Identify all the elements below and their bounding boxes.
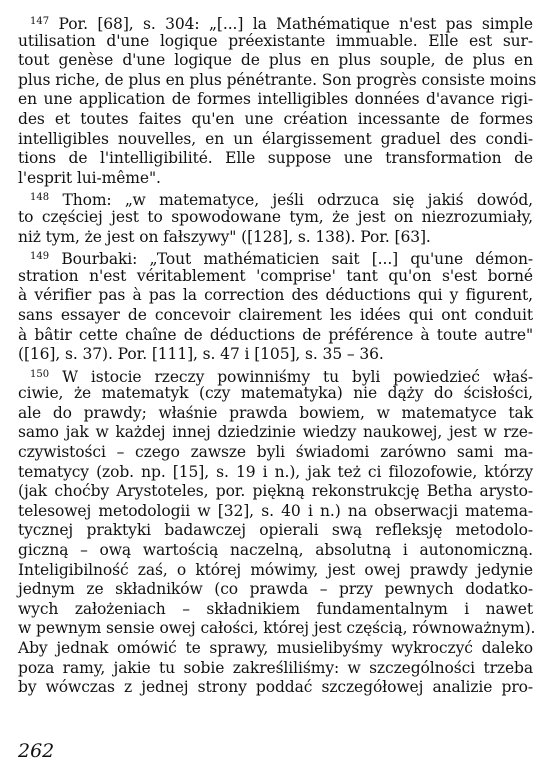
text-line: telesowej metodologii w [32], s. 40 i n.) na obserwacji matema-: [18, 501, 533, 520]
text-line: $^{150}$ W istocie rzeczy powinniśmy tu byli powiedzieć właś-: [30, 367, 533, 386]
text-line: by wówczas z jednej strony poddać szczegółowej analizie pro-: [18, 678, 533, 697]
footnote-number: 149: [30, 251, 50, 263]
text-line: à vérifier pas à pas la correction des déductions qui y figurent,: [18, 286, 533, 305]
text-line: des et toutes faites qu'en une création incessante de formes: [18, 109, 533, 128]
text-line: w pewnym sensie owej całości, której jest częścią, równoważnym).: [18, 619, 536, 638]
text-line: to częściej jest to spowodowane tym, że jest on niezrozumiały,: [18, 207, 533, 226]
text-line: plus riche, de plus en plus pénétrante. Son progrès consiste moins: [18, 70, 537, 89]
text-line: tions de l'intelligibilité. Elle suppose une transformation de: [18, 149, 533, 168]
footnote-number: 147: [30, 16, 50, 27]
text-line: Aby jednak omówić te sprawy, musielibyśmy wykroczyć daleko: [18, 639, 533, 657]
text-line: intelligibles nouvelles, en un élargissement graduel des condi-: [18, 129, 533, 148]
text-line: Inteligibilność zaś, o której mówimy, jest owej prawdy jedynie: [18, 560, 533, 579]
text-line: $^{147}$ Por. [68], s. 304: „[...] la Mathématique n'est pas simple: [30, 15, 533, 33]
text-line: niż tym, że jest on fałszywy" ([128], s. 138). Por. [63].: [18, 227, 431, 246]
text-line: czywistości – czego zawsze byli świadomi zarówno sami ma-: [18, 443, 533, 462]
text-line: tycznej praktyki badawczej opierali swą refleksję metodolo-: [18, 521, 533, 540]
text-line: poza ramy, jakie tu sobie zakreśliliśmy: w szczególności trzeba: [18, 658, 533, 677]
text-line: (jak choćby Arystoteles, por. piękną rekonstrukcję Betha arysto-: [18, 482, 533, 501]
text-line: jednym ze składników (co prawda – przy pewnych dodatko-: [18, 580, 533, 599]
text-line: à bâtir cette chaîne de déductions de préférence à toute autre": [18, 325, 533, 344]
text-line: sans essayer de concevoir clairement les idées qui ont conduit: [18, 305, 533, 324]
text-line: $^{149}$ Bourbaki: „Tout mathématicien sait [...] qu'une démon-: [30, 250, 533, 269]
footnote-148: [18, 188, 533, 247]
footnote-147: [18, 12, 537, 188]
text-line: ([16], s. 37). Por. [111], s. 47 i [105], s. 35 – 36.: [18, 345, 384, 364]
footnote-149: [18, 247, 533, 365]
footnote-number: 148: [30, 192, 50, 204]
text-line: wych założeniach – składnikiem fundamentalnym i nawet: [18, 599, 533, 618]
text-line: samo jak w każdej innej dziedzinie wiedzy naukowej, jest w rze-: [18, 423, 533, 442]
footnote-150: [18, 365, 536, 698]
text-line: tematycy (zob. np. [15], s. 19 i n.), jak też ci filozofowie, którzy: [18, 462, 533, 481]
text-line: utilisation d'une logique préexistante immuable. Elle est sur-: [18, 31, 533, 50]
text-line: en une application de formes intelligibles données d'avance rigi-: [18, 90, 533, 109]
page-number: 262: [18, 740, 55, 762]
footnotes-block: [18, 12, 537, 698]
text-line: stration n'est véritablement 'comprise' tant qu'on s'est borné: [18, 266, 533, 285]
text-line: tout genèse d'une logique de plus en plus souple, de plus en: [18, 51, 533, 70]
footnote-number: 150: [30, 368, 50, 380]
text-line: ciwie, że matematyk (czy matematyka) nie dąży do ścisłości,: [18, 384, 533, 403]
text-line: l'esprit lui-même".: [18, 168, 161, 187]
text-line: giczną – ową wartością naczelną, absolutną i autonomiczną.: [18, 541, 533, 560]
text-line: ale do prawdy; właśnie prawda bowiem, w matematyce tak: [18, 403, 533, 422]
text-line: $^{148}$ Thom: „w matematyce, jeśli odrzuca się jakiś dowód,: [30, 191, 533, 210]
